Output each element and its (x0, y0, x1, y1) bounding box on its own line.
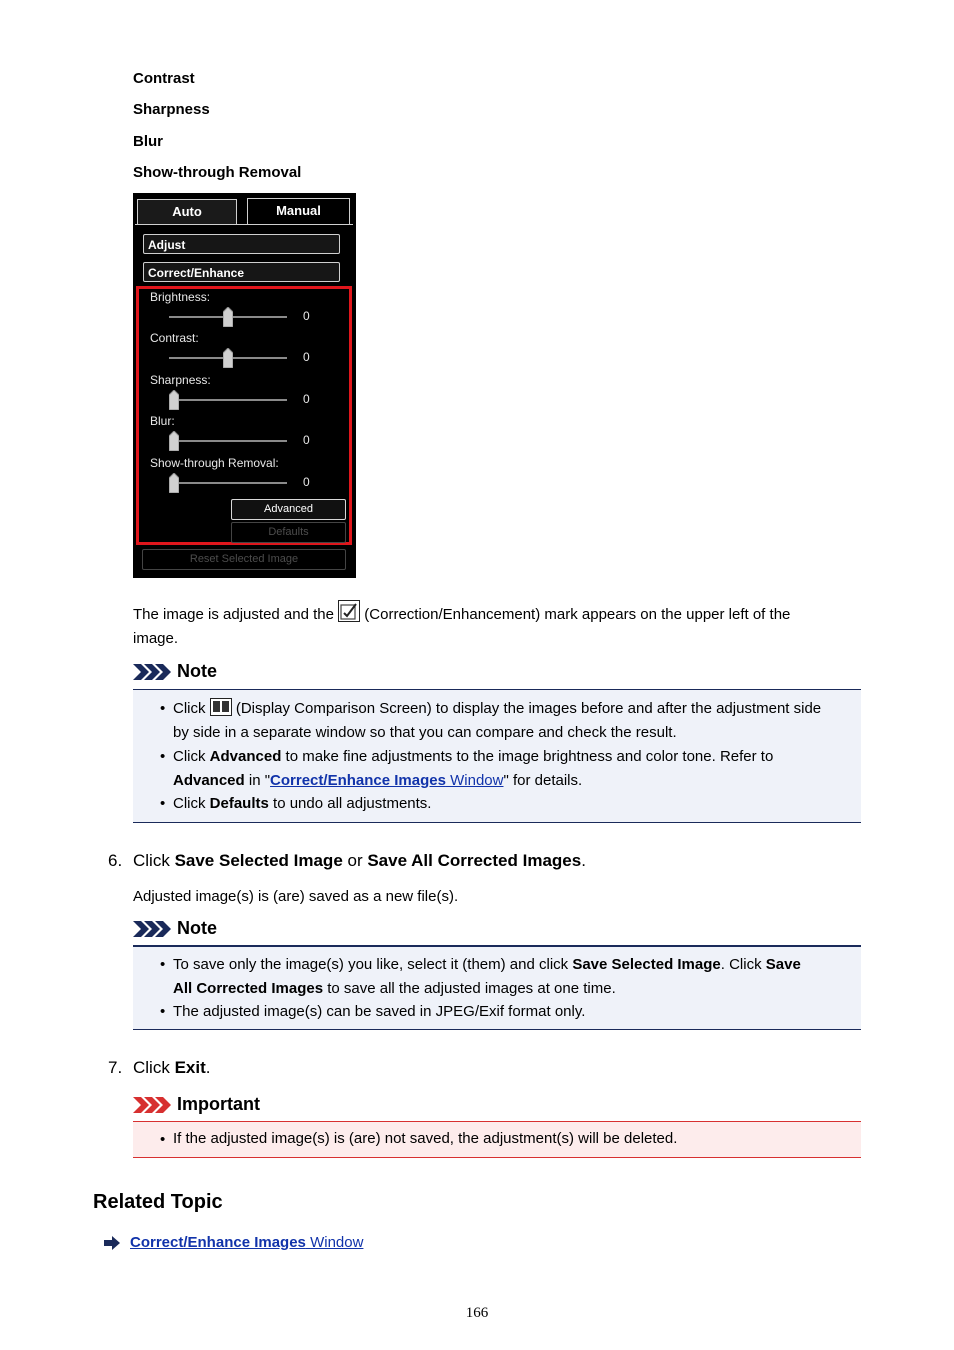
slider-value-show-through: 0 (303, 475, 310, 489)
link-bold: Correct/Enhance Images (130, 1234, 306, 1251)
para-text-post: (Correction/Enhancement) mark appears on the upper left of the (360, 606, 791, 623)
important-header (133, 1094, 260, 1115)
important-bullet1: If the adjusted image(s) is (are) not saved, the adjustment(s) will be deleted. (173, 1130, 678, 1147)
term-advanced: Advanced (209, 748, 282, 765)
correct-enhance-button[interactable]: Correct/Enhance (143, 262, 340, 282)
term-advanced: Advanced (173, 772, 245, 789)
note2-bullet2: The adjusted image(s) can be saved in JPEG/Exif format only. (173, 1003, 586, 1020)
bullet: • (160, 700, 166, 717)
term-save-selected-image: Save Selected Image (572, 956, 721, 973)
tab-divider (135, 224, 353, 225)
link-plain: Window (305, 1234, 364, 1251)
correct-enhance-images-window-link[interactable] (270, 772, 503, 789)
tab-manual[interactable]: Manual (247, 198, 350, 225)
note-arrows-icon (133, 921, 171, 937)
text: . Click (720, 956, 766, 973)
text: " for details. (503, 772, 583, 789)
slider-value-blur: 0 (303, 433, 310, 447)
slider-label-blur: Blur: (150, 414, 175, 428)
text: Click (173, 795, 210, 812)
display-comparison-screen-icon (210, 698, 232, 716)
para-text-line2: image. (133, 630, 179, 647)
note2-bullet1 (173, 953, 858, 1001)
related-correct-enhance-images-window-link[interactable] (130, 1234, 363, 1251)
slider-thumb-brightness[interactable] (223, 307, 233, 327)
slider-value-brightness: 0 (303, 309, 310, 323)
para-text-pre: The image is adjusted and the (133, 606, 339, 623)
slider-track-blur[interactable] (169, 440, 287, 442)
bullet: • (160, 795, 166, 812)
step-6-text (133, 851, 586, 871)
note-arrows-icon (133, 664, 171, 680)
page-number: 166 (465, 1305, 489, 1321)
slider-track-sharpness[interactable] (169, 399, 287, 401)
term-blur: Blur (133, 133, 163, 150)
slider-track-show-through[interactable] (169, 482, 287, 484)
term-show-through-removal: Show-through Removal (133, 164, 302, 181)
note-box-1 (133, 689, 861, 823)
note1-bullet2 (173, 745, 858, 793)
text: or (342, 851, 368, 870)
text: Click (173, 700, 210, 717)
slider-label-brightness: Brightness: (150, 290, 211, 304)
term-contrast: Contrast (133, 70, 195, 87)
text: to save all the adjusted images at one time. (323, 980, 616, 997)
text: Click (133, 851, 175, 870)
note1-bullet1 (173, 697, 858, 745)
correction-enhancement-mark-icon (338, 600, 360, 622)
related-topic-item (104, 1234, 363, 1251)
note-title: Note (177, 661, 217, 681)
text: by side in a separate window so that you can compare and check the result. (173, 724, 677, 741)
bullet: • (160, 1003, 166, 1020)
link-bold: Correct/Enhance Images (270, 772, 446, 789)
text: (Display Comparison Screen) to display the images before and after the adjustment side (231, 700, 822, 717)
related-topic-heading: Related Topic (93, 1191, 223, 1213)
important-box (133, 1121, 861, 1158)
slider-value-sharpness: 0 (303, 392, 310, 406)
adjust-button[interactable]: Adjust (143, 234, 340, 254)
reset-selected-image-button[interactable]: Reset Selected Image (142, 549, 346, 570)
text: to make fine adjustments to the image brightness and color tone. Refer to (281, 748, 774, 765)
slider-value-contrast: 0 (303, 350, 310, 364)
term-defaults: Defaults (209, 795, 269, 812)
slider-label-contrast: Contrast: (150, 331, 199, 345)
slider-label-sharpness: Sharpness: (150, 373, 211, 387)
term-all-corrected-images: All Corrected Images (173, 980, 324, 997)
text: to undo all adjustments. (268, 795, 432, 812)
text: To save only the image(s) you like, select it (them) and click (173, 956, 573, 973)
slider-thumb-show-through[interactable] (169, 473, 179, 493)
important-title: Important (177, 1094, 260, 1114)
text: Click (133, 1058, 175, 1077)
text: in " (244, 772, 271, 789)
arrow-right-icon (104, 1236, 120, 1250)
bullet: • (160, 956, 166, 973)
note-header-2 (133, 918, 217, 939)
slider-thumb-contrast[interactable] (223, 348, 233, 368)
note-title: Note (177, 918, 217, 938)
tab-auto[interactable]: Auto (137, 199, 237, 224)
adjusted-paragraph (133, 600, 853, 651)
slider-thumb-blur[interactable] (169, 431, 179, 451)
term-save-all-corrected-images: Save All Corrected Images (367, 851, 582, 870)
text: . (581, 851, 586, 870)
term-save-selected-image: Save Selected Image (174, 851, 343, 870)
step-7-text (133, 1058, 210, 1078)
text: . (205, 1058, 211, 1077)
bullet: • (160, 748, 166, 765)
slider-label-show-through: Show-through Removal: (150, 456, 279, 470)
step-6-description: Adjusted image(s) is (are) saved as a new file(s). (133, 888, 459, 905)
term-save: Save (765, 956, 801, 973)
term-exit: Exit (174, 1058, 206, 1077)
defaults-button[interactable]: Defaults (231, 522, 346, 543)
step-7-number: 7. (108, 1058, 123, 1077)
note1-bullet3 (173, 792, 858, 816)
note-header-1 (133, 661, 217, 682)
step-6-number: 6. (108, 851, 123, 870)
advanced-button[interactable]: Advanced (231, 499, 346, 520)
text: Click (173, 748, 210, 765)
important-arrows-icon (133, 1097, 171, 1113)
correct-enhance-panel-screenshot (133, 193, 356, 578)
slider-thumb-sharpness[interactable] (169, 390, 179, 410)
link-plain: Window (445, 772, 504, 789)
term-sharpness: Sharpness (133, 101, 210, 118)
bullet: • (160, 1131, 166, 1148)
note-box-2 (133, 945, 861, 1030)
